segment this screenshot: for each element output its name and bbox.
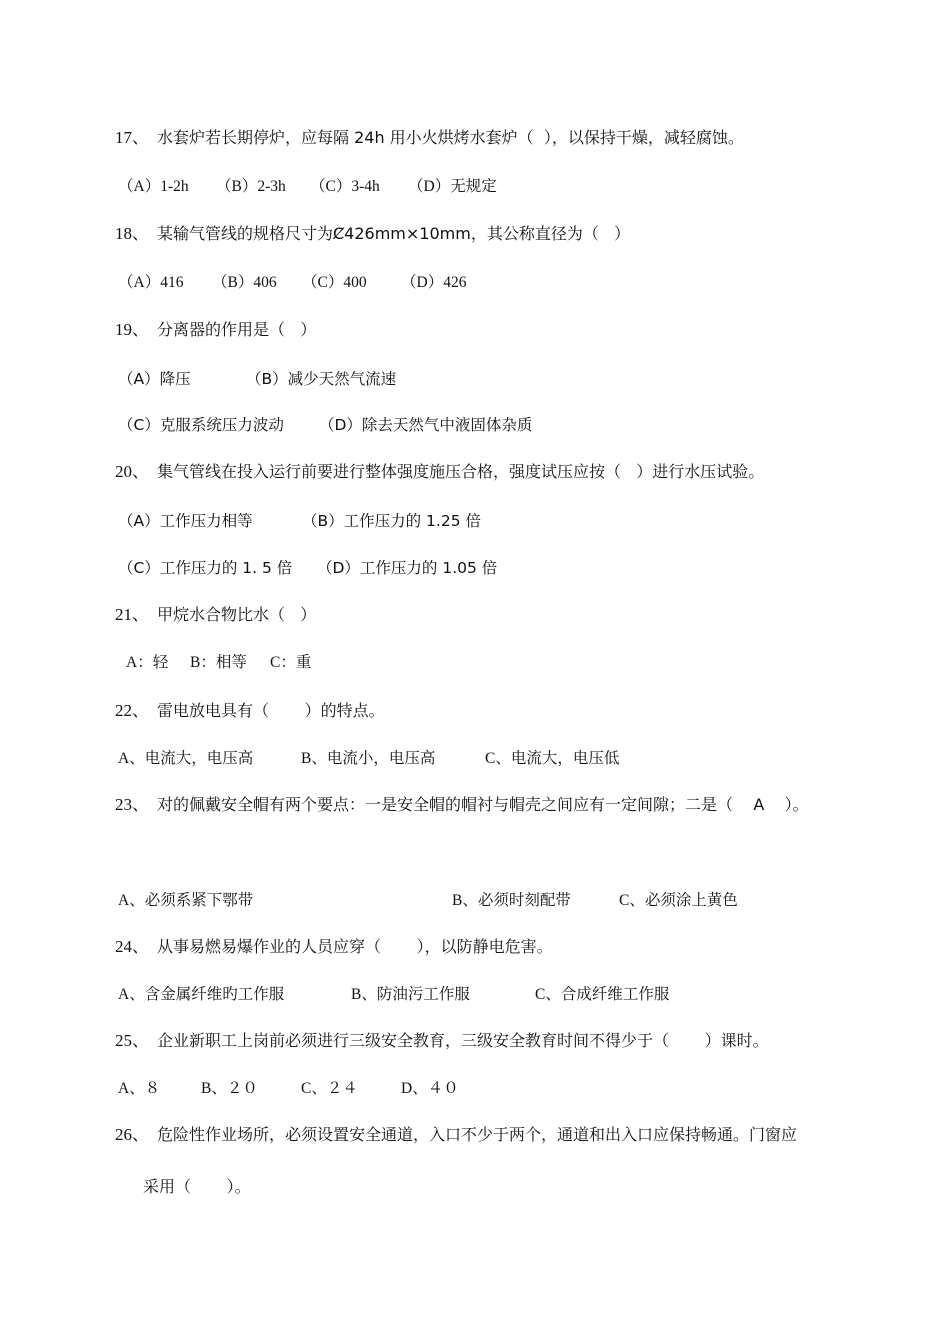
option-a: A、含金属纤维旳工作服	[118, 986, 285, 1003]
question-18	[115, 224, 630, 244]
option-a: （A）1-2h	[118, 178, 189, 195]
question-text: 危险性作业场所，必须设置安全通道，入口不少于两个，通道和出入口应保持畅通。门窗应	[157, 1125, 798, 1144]
question-text: 从事易燃易爆作业的人员应穿（ ），以防静电危害。	[157, 937, 553, 956]
option-a: A、８	[118, 1080, 161, 1097]
question-number: 23、	[115, 795, 149, 814]
options-17	[118, 177, 497, 197]
option-c: （C）克服系统压力波动	[118, 416, 284, 434]
question-22	[115, 701, 385, 721]
option-d: （D）除去天然气中液固体杂质	[319, 416, 533, 434]
option-a: （A）降压	[118, 370, 191, 388]
option-c: C、电流大，电压低	[485, 750, 620, 767]
question-number: 25、	[115, 1031, 149, 1050]
option-a: （A）工作压力相等	[118, 512, 253, 530]
question-text: 企业新职工上岗前必须进行三级安全教育，三级安全教育时间不得少于（ ）课时。	[157, 1031, 769, 1050]
option-b: B、防油污工作服	[351, 986, 470, 1003]
option-d: （D）426	[401, 274, 467, 291]
option-c: C、合成纤维工作服	[535, 986, 670, 1003]
option-b: （B）2-3h	[216, 178, 286, 195]
option-c: （C）3-4h	[310, 178, 380, 195]
options-19-row2	[118, 415, 532, 435]
options-23	[118, 891, 738, 911]
question-text: 集气管线在投入运行前要进行整体强度施压合格，强度试压应按（ ）进行水压试验。	[157, 462, 765, 481]
question-text: 雷电放电具有（ ）的特点。	[157, 701, 385, 720]
question-26-continuation: 采用（ ）。	[143, 1177, 251, 1196]
question-text: 对的佩戴安全帽有两个要点：一是安全帽的帽衬与帽壳之间应有一定间隙；二是（ A ）。	[157, 795, 809, 814]
question-text: 某输气管线的规格尺寸为Ȼ426mm×10mm，其公称直径为（ ）	[157, 224, 631, 243]
option-a: A：轻	[126, 654, 169, 671]
question-number: 24、	[115, 937, 149, 956]
question-number: 19、	[115, 320, 149, 339]
options-20-row2	[118, 558, 497, 578]
option-d: D、４０	[401, 1080, 459, 1097]
option-a: （A）416	[118, 274, 184, 291]
options-20-row1	[118, 511, 481, 531]
option-c: C、必须涂上黄色	[619, 892, 738, 909]
question-number: 18、	[115, 224, 149, 243]
option-a: A、电流大，电压高	[118, 750, 254, 767]
option-b: B、２０	[201, 1080, 258, 1097]
option-b: （B）减少天然气流速	[246, 370, 397, 388]
question-text: 甲烷水合物比水（ ）	[157, 605, 317, 624]
question-19	[115, 320, 316, 340]
options-22	[118, 749, 619, 769]
option-d: （D）无规定	[408, 178, 497, 195]
options-24	[118, 985, 669, 1005]
options-18	[118, 273, 466, 293]
option-b: （B）工作压力的 1.25 倍	[302, 512, 481, 530]
question-text: 分离器的作用是（ ）	[157, 320, 317, 339]
option-b: B、电流小，电压高	[301, 750, 436, 767]
options-19-row1	[118, 369, 396, 389]
option-c: （C）400	[302, 274, 367, 291]
question-text: 水套炉若长期停炉，应每隔 24h 用小火烘烤水套炉（ ），以保持干燥，减轻腐蚀。	[157, 128, 744, 147]
option-b: （B）406	[212, 274, 277, 291]
question-23	[115, 795, 809, 815]
option-a: A、必须系紧下鄂带	[118, 892, 254, 909]
question-number: 26、	[115, 1125, 149, 1144]
question-17	[115, 128, 744, 148]
option-c: （C）工作压力的 1. 5 倍	[118, 559, 293, 577]
question-number: 21、	[115, 605, 149, 624]
option-b: B：相等	[190, 654, 247, 671]
question-25	[115, 1031, 769, 1051]
options-21	[126, 653, 311, 673]
question-24	[115, 937, 553, 957]
option-c: C：重	[270, 654, 312, 671]
question-20	[115, 462, 764, 482]
question-26	[115, 1125, 797, 1145]
question-number: 20、	[115, 462, 149, 481]
option-c: C、２４	[301, 1080, 358, 1097]
option-d: （D）工作压力的 1.05 倍	[317, 559, 498, 577]
question-number: 17、	[115, 128, 149, 147]
options-25	[118, 1079, 459, 1099]
question-number: 22、	[115, 701, 149, 720]
option-b: B、必须时刻配带	[452, 892, 571, 909]
question-21	[115, 605, 316, 625]
